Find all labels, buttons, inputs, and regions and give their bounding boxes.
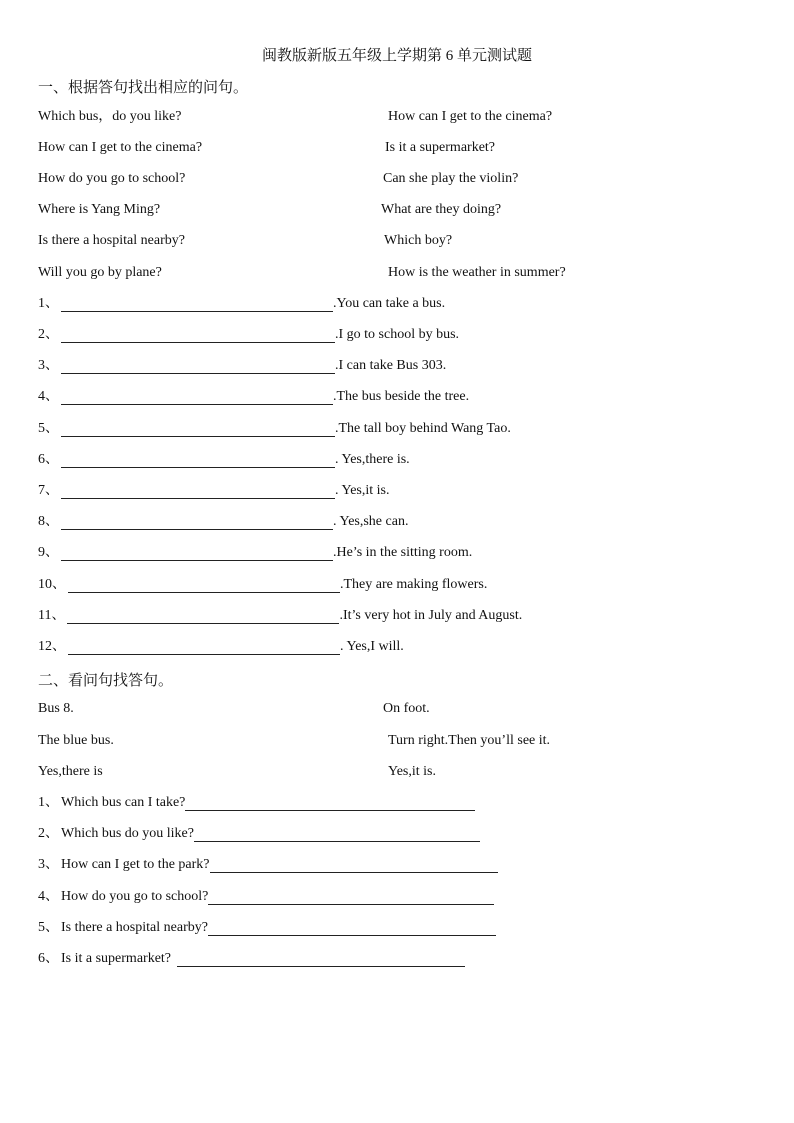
item-number: 4、 — [38, 889, 59, 904]
s1-left-option: Will you go by plane? — [38, 265, 162, 280]
answer-blank[interactable] — [185, 796, 475, 811]
item-number: 1、 — [38, 296, 59, 311]
item-number: 3、 — [38, 358, 59, 373]
item-question: How do you go to school? — [61, 889, 209, 904]
item-answer: .It’s very hot in July and August. — [339, 608, 523, 623]
s1-item — [38, 639, 404, 655]
s1-left-option: How can I get to the cinema? — [38, 140, 203, 155]
s1-item — [38, 452, 410, 468]
item-answer: . Yes,it is. — [335, 483, 390, 498]
item-number: 6、 — [38, 951, 59, 966]
answer-blank[interactable] — [61, 297, 333, 312]
answer-blank[interactable] — [61, 328, 335, 343]
answer-blank[interactable] — [177, 952, 465, 967]
s2-right-option: On foot. — [383, 701, 430, 716]
item-question: Which bus can I take? — [61, 795, 186, 810]
item-number: 5、 — [38, 421, 59, 436]
item-number: 4、 — [38, 389, 59, 404]
answer-blank[interactable] — [61, 484, 335, 499]
answer-blank[interactable] — [210, 858, 498, 873]
section2-heading: 二、看问句找答句。 — [38, 673, 174, 689]
s2-item — [38, 889, 494, 905]
item-number: 8、 — [38, 514, 59, 529]
page-title: 闽教版新版五年级上学期第 6 单元测试题 — [261, 48, 532, 64]
item-number: 12、 — [38, 639, 66, 654]
s2-right-option: Yes,it is. — [388, 764, 436, 779]
answer-blank[interactable] — [194, 827, 480, 842]
s1-item — [38, 421, 511, 437]
item-answer: .You can take a bus. — [333, 296, 446, 311]
item-number: 10、 — [38, 577, 66, 592]
item-question: Is it a supermarket? — [61, 951, 172, 966]
item-number: 9、 — [38, 545, 59, 560]
item-number: 2、 — [38, 327, 59, 342]
s1-right-option: How can I get to the cinema? — [388, 109, 553, 124]
answer-blank[interactable] — [208, 921, 496, 936]
item-answer: .I go to school by bus. — [335, 327, 460, 342]
answer-blank[interactable] — [61, 546, 333, 561]
s2-item — [38, 920, 496, 936]
s1-left-option: How do you go to school? — [38, 171, 186, 186]
s1-item — [38, 483, 389, 499]
item-number: 3、 — [38, 857, 59, 872]
answer-blank[interactable] — [68, 640, 340, 655]
s2-left-option: The blue bus. — [38, 733, 114, 748]
s2-right-option: Turn right.Then you’ll see it. — [388, 733, 551, 748]
s1-item — [38, 577, 487, 593]
item-answer: .They are making flowers. — [340, 577, 488, 592]
item-number: 11、 — [38, 608, 66, 623]
item-number: 2、 — [38, 826, 59, 841]
answer-blank[interactable] — [61, 422, 335, 437]
item-number: 7、 — [38, 483, 59, 498]
answer-blank[interactable] — [61, 453, 335, 468]
s1-right-option: Can she play the violin? — [383, 171, 519, 186]
s1-right-option: Which boy? — [384, 233, 453, 248]
s2-item — [38, 795, 475, 811]
answer-blank[interactable] — [67, 609, 339, 624]
s1-left-option: Is there a hospital nearby? — [38, 233, 185, 248]
s2-item — [38, 951, 465, 967]
item-answer: . Yes,there is. — [335, 452, 410, 467]
section1-heading: 一、根据答句找出相应的问句。 — [38, 80, 249, 96]
item-answer: .He’s in the sitting room. — [333, 545, 473, 560]
item-number: 1、 — [38, 795, 59, 810]
s1-item — [38, 608, 522, 624]
s2-left-option: Yes,there is — [38, 764, 103, 779]
answer-blank[interactable] — [208, 890, 494, 905]
item-number: 6、 — [38, 452, 59, 467]
s2-item — [38, 826, 480, 842]
s1-right-option: Is it a supermarket? — [385, 140, 496, 155]
s2-left-option: Bus 8. — [38, 701, 74, 716]
s1-right-option: How is the weather in summer? — [388, 265, 566, 280]
answer-blank[interactable] — [68, 578, 340, 593]
s1-left-option: Which bus，do you like? — [38, 109, 182, 124]
s1-item — [38, 514, 408, 530]
answer-blank[interactable] — [61, 515, 333, 530]
item-answer: .The tall boy behind Wang Tao. — [335, 421, 511, 436]
s1-item — [38, 327, 459, 343]
item-question: Is there a hospital nearby? — [61, 920, 208, 935]
item-answer: . Yes,she can. — [333, 514, 409, 529]
answer-blank[interactable] — [61, 390, 333, 405]
item-question: Which bus do you like? — [61, 826, 194, 841]
s1-item — [38, 358, 446, 374]
item-answer: .The bus beside the tree. — [333, 389, 470, 404]
s1-item — [38, 296, 445, 312]
s2-item — [38, 857, 498, 873]
s1-left-option: Where is Yang Ming? — [38, 202, 161, 217]
item-question: How can I get to the park? — [61, 857, 210, 872]
s1-item — [38, 389, 469, 405]
item-answer: . Yes,I will. — [340, 639, 404, 654]
item-number: 5、 — [38, 920, 59, 935]
s1-right-option: What are they doing? — [381, 202, 502, 217]
s1-item — [38, 545, 472, 561]
item-answer: .I can take Bus 303. — [335, 358, 447, 373]
answer-blank[interactable] — [61, 359, 335, 374]
